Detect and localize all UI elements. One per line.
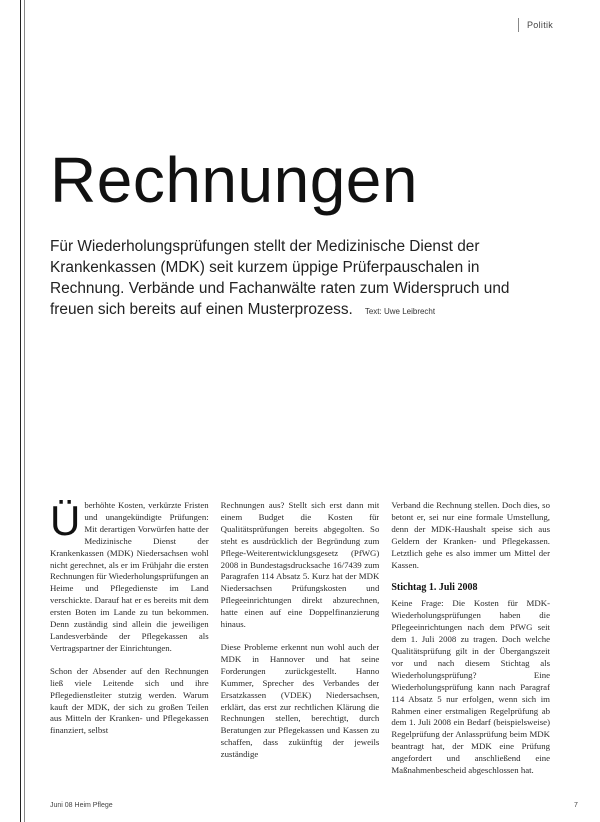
drop-cap: Ü <box>50 500 81 544</box>
page-edge-rule <box>20 0 21 822</box>
lead-text: Für Wiederholungsprüfungen stellt der Medizinische Dienst der Krankenkassen (MDK) seit kurzem üppige Prüferpauschalen in Rechnung. Verbände und Fachanwälte raten zum Widerspruch und freuen sich bereits auf einen Musterprozess. <box>50 238 510 318</box>
subheading: Stichtag 1. Juli 2008 <box>391 582 478 594</box>
article-lead <box>50 236 550 322</box>
article-body <box>50 500 550 800</box>
body-column-3 <box>391 500 550 800</box>
body-paragraph: Schon der Absender auf den Rechnungen ließ viele Leitende sich und ihre Pflegedienstleiter stutzig werden. Warum kauft der MDK, der sich zu großen Teilen aus Mitteln der Kranken- und Pflegekassen finanziert, selbst <box>50 665 209 736</box>
body-paragraph: Keine Frage: Die Kosten für MDK-Wiederholungsprüfungen haben die Pflegeeinrichtungen nach dem PfWG seit dem 1. Juli 2008 zu tragen. Doch welche Qualitätsprüfung gilt in der Übergangszeit vor und nach diesem Stichtag als Wiederholungsprüfung? Eine Wiederholungsprüfung kann nach Paragraf 114 Absatz 5 nur erfolgen, wenn sich im Rahmen einer erstmaligen Regelprüfung ab dem 1. Juli 2008 ein Bedarf (beispielsweise) Regelprüfung der Anlassprüfung beim MDK beantragt hat, der MDK eine Prüfung angefordert und anschließend eine Maßnahmenbescheid abgeschlossen hat. <box>391 598 551 776</box>
article-title: Rechnungen <box>50 144 418 216</box>
body-paragraph: Rechnungen aus? Stellt sich erst dann mit einem Budget die Kosten für Qualitätsprüfungen bereits abgegolten. So steht es ausdrücklich der Begründung zum Pflege-Weiterentwicklungsgesetz (PfWG) 2008 in Bundestagsdrucksache 16/7439 zum Paragrafen 114 Absatz 5. Kurz hat der MDK Niedersachsen Prüfungskosten und Pflegeeinrichtungen direkt abzurechnen, hatte einen auf eine Doppelfinanzierung hinaus. <box>220 500 380 630</box>
footer-issue: Juni 08 Heim Pflege <box>50 802 113 809</box>
byline: Text: Uwe Leibrecht <box>364 307 436 316</box>
body-column-2 <box>221 500 380 800</box>
page-edge-rule-inner <box>24 0 25 822</box>
section-tag: Politik <box>518 18 589 32</box>
body-paragraph <box>50 500 209 655</box>
body-paragraph: Verband die Rechnung stellen. Doch dies, so betont er, sei nur eine formale Umstellung, denn der MDK-Haushalt speise sich aus Geldern der Kranken- und Pflegekassen. Letztlich gehe es also immer um Mittel der Kassen. <box>391 500 551 570</box>
body-column-1 <box>50 500 209 800</box>
body-paragraph: Diese Probleme erkennt nun wohl auch der MDK in Hannover und hat seine Forderungen zurückgestellt. Hanno Kummer, Sprecher des Verbandes der Ersatzkassen (VDEK) Niedersachsen, erklärt, das erst zur rechtlichen Klärung die Rechnungen stellen, berechtigt, durch Beratungen zur Pflegekassen und Kassen zu schaffen, dass zukünftig der jeweils zuständige <box>220 641 380 760</box>
paragraph-text: berhöhte Kosten, verkürzte Fristen und unangekündigte Prüfungen: Mit derartigen Vorwürfen hatte der Medizinische Dienst der Krankenkassen (MDK) Niedersachsen wohl nicht gerechnet, als er im Frühjahr die ersten Rechnungen für Wiederholungsprüfungen an Heime und Pflegedienste im Land verschickte. Darauf hat er es bereits mit dem ersten Boten im Lande zu tun bekommen. Denn zuständig sind allein die jeweiligen Landesverbände der Pflegekassen als Vertragspartner der Einrichtungen. <box>50 500 209 653</box>
page-number: 7 <box>574 802 578 809</box>
